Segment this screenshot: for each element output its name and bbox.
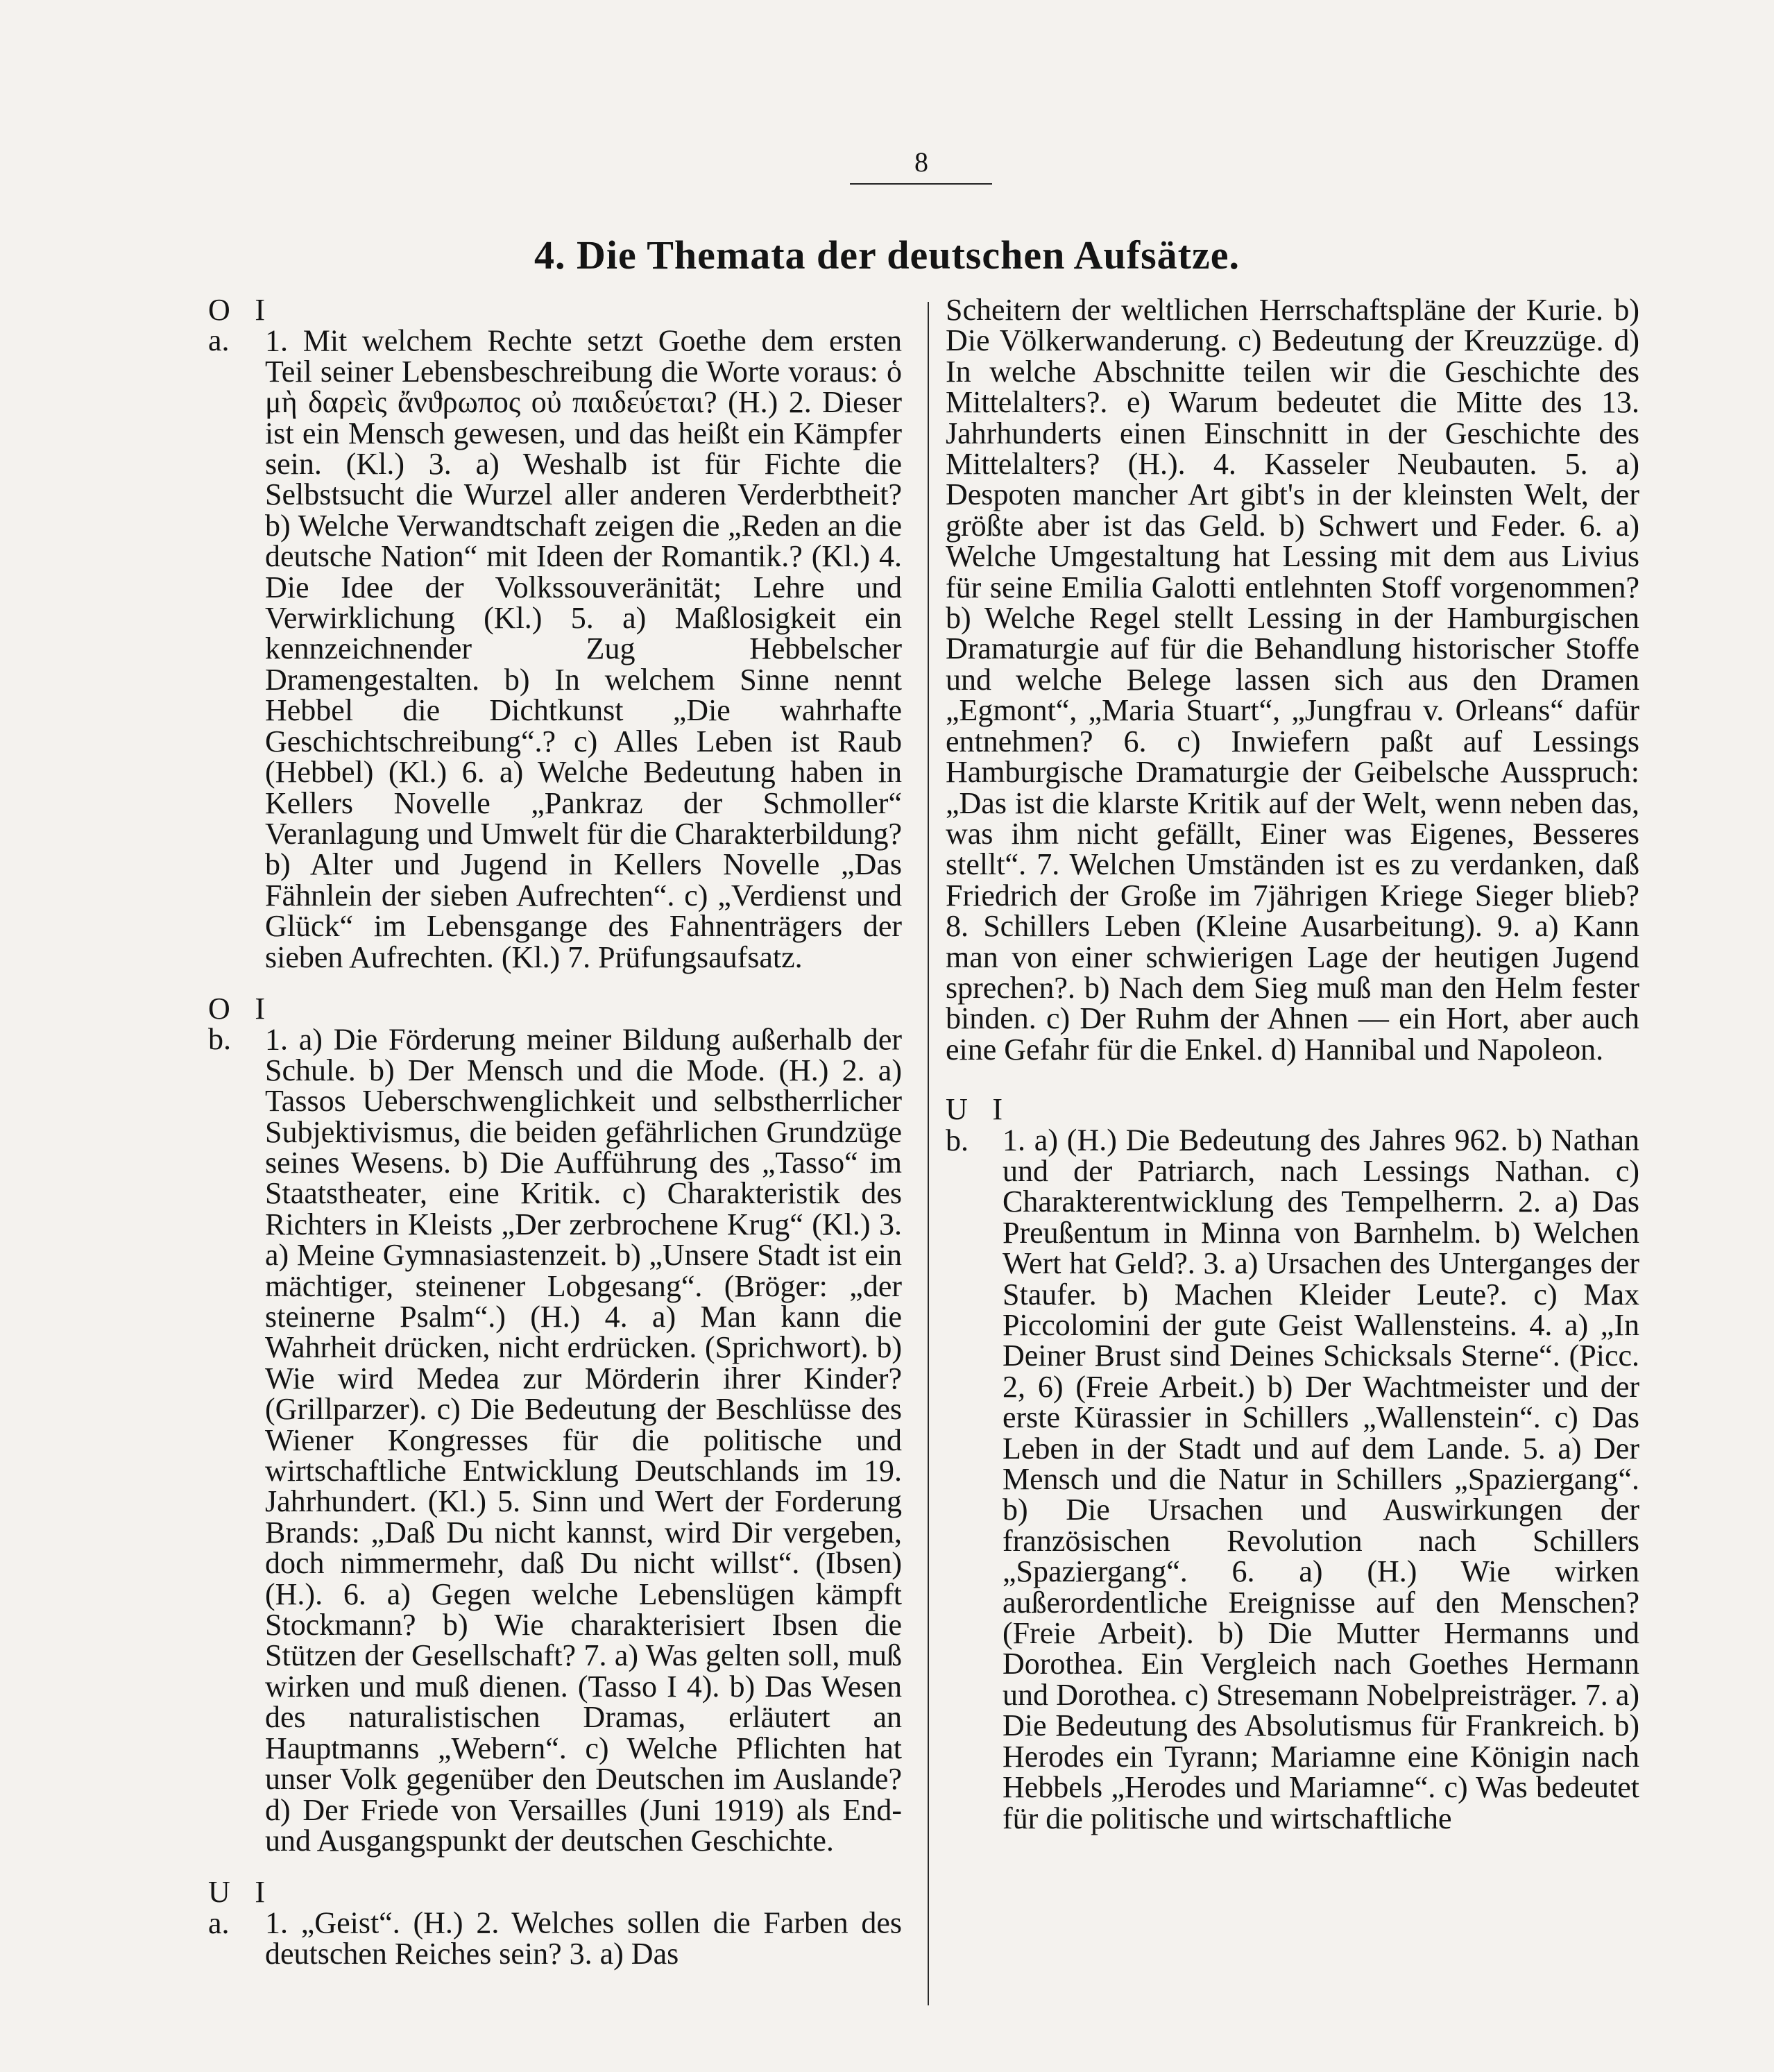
entry-text: 1. a) (H.) Die Bedeutung des Jahres 962. b) Nathan und der Patriarch, nach Lessings Nathan. c) Charakterentwicklung des Tempelherrn. 2. a) Das Preußentum in Minna von Barnhelm. b) Welchen Wert hat Geld?. 3. a) Ursachen des Unterganges der Staufer. b) Machen Kleider Leute?. c) Max Piccolomini der gute Geist Wallensteins. 4. a) „In Deiner Brust sind Deines Schicksals Sterne“. (Picc. 2, 6) (Freie Arbeit.) b) Der Wachtmeister und der erste Kürassier in Schillers „Wallenstein“. c) Das Leben in der Stadt und auf dem Lande. 5. a) Der Mensch und die Natur in Schillers „Spaziergang“. b) Die Ursachen und Auswirkungen der französischen Revolution nach Schillers „Spaziergang“. 6. a) (H.) Wie wirken außerordentliche Ereignisse auf den Menschen? (Freie Arbeit). b) Die Mutter Hermanns und Dorothea. Ein Vergleich nach Goethes Hermann und Dorothea. c) Stresemann Nobelpreisträger. 7. a) Die Bedeutung des Absolutismus für Frankreich. b) Herodes ein Tyrann; Mariamne eine Königin nach Hebbels „Herodes und Mariamne“. c) Was bedeutet für die politische und wirtschaftliche bbox=[1003, 1123, 1639, 1835]
entry-label: O I b. bbox=[208, 991, 265, 1057]
section-title: 4. Die Themata der deutschen Aufsätze. bbox=[534, 232, 1240, 278]
entry-label: U I b. bbox=[946, 1092, 1003, 1157]
entry-label: O I a. bbox=[208, 295, 265, 358]
entry-o-i-a bbox=[208, 295, 902, 973]
entry-u-i-b bbox=[946, 1094, 1639, 1834]
column-divider bbox=[928, 302, 929, 2005]
entry-u-i-a-continuation: Scheitern der weltlichen Herrschaftspläne der Kurie. b) Die Völkerwanderung. c) Bedeutung der Kreuzzüge. d) In welche Abschnitte teilen wir die Geschichte des Mittelalters?. e) Warum bedeutet die Mitte des 13. Jahrhunderts einen Einschnitt in der Geschichte des Mittelalters? (H.). 4. Kasseler Neubauten. 5. a) Despoten mancher Art gibt's in der kleinsten Welt, der größte aber ist das Geld. b) Schwert und Feder. 6. a) Welche Umgestaltung hat Lessing mit dem aus Livius für seine Emilia Galotti entlehnten Stoff vorgenommen? b) Welche Regel stellt Lessing in der Hamburgischen Dramaturgie auf für die Behandlung historischer Stoffe und welche Belege lassen sich aus den Dramen „Egmont“, „Maria Stuart“, „Jungfrau v. Orleans“ dafür entnehmen? 6. c) Inwiefern paßt auf Lessings Hamburgische Dramaturgie der Geibelsche Ausspruch: „Das ist die klarste Kritik auf der Welt, wenn neben das, was ihm nicht gefällt, Einer was Eigenes, Besseres stellt“. 7. Welchen Umständen ist es zu verdanken, daß Friedrich der Große im 7jährigen Kriege Sieger blieb? 8. Schillers Leben (Kleine Ausarbeitung). 9. a) Kann man von einer schwierigen Lage der heutigen Jugend sprechen?. b) Nach dem Sieg muß man den Helm fester binden. c) Der Ruhm der Ahnen — ein Hort, aber auch eine Gefahr für die Enkel. d) Hannibal und Napoleon. bbox=[946, 295, 1639, 1067]
entry-label: U I a. bbox=[208, 1875, 265, 1940]
page-number: 8 bbox=[914, 146, 928, 178]
page-number-rule bbox=[850, 183, 992, 185]
left-column bbox=[208, 295, 902, 2016]
entry-u-i-a bbox=[208, 1877, 902, 1969]
entry-o-i-b bbox=[208, 991, 902, 1858]
right-column bbox=[946, 295, 1639, 2016]
entry-text: 1. a) Die Förderung meiner Bildung außerhalb der Schule. b) Der Mensch und die Mode. (H.) 2. a) Tassos Ueberschwenglichkeit und selbstherrlicher Subjektivismus, die beiden gefährlichen Grundzüge seines Wesens. b) Die Aufführung des „Tasso“ im Staatstheater, eine Kritik. c) Charakteristik des Richters in Kleists „Der zerbrochene Krug“ (Kl.) 3. a) Meine Gymnasiastenzeit. b) „Unsere Stadt ist ein mächtiger, steinener Lobgesang“. (Bröger: „der steinerne Psalm“.) (H.) 4. a) Man kann die Wahrheit drücken, nicht erdrücken. (Sprichwort). b) Wie wird Medea zur Mörderin ihrer Kinder? (Grillparzer). c) Die Bedeutung der Beschlüsse des Wiener Kongresses für die politische und wirtschaftliche Entwicklung Deutschlands im 19. Jahrhundert. (Kl.) 5. Sinn und Wert der Forderung Brands: „Daß Du nicht kannst, wird Dir vergeben, doch nimmermehr, daß Du nicht willst“. (Ibsen) (H.). 6. a) Gegen welche Lebenslügen kämpft Stockmann? b) Wie charakterisiert Ibsen die Stützen der Gesellschaft? 7. a) Was gelten soll, muß wirken und muß dienen. (Tasso I 4). b) Das Wesen des naturalistischen Dramas, erläutert an Hauptmanns „Webern“. c) Welche Pflichten hat unser Volk gegenüber den Deutschen im Auslande? d) Der Friede von Versailles (Juni 1919) als End- und Ausgangspunkt der deutschen Geschichte. bbox=[265, 1022, 902, 1858]
entry-text: 1. „Geist“. (H.) 2. Welches sollen die Farben des deutschen Reiches sein? 3. a) Das bbox=[265, 1905, 902, 1971]
entry-text: 1. Mit welchem Rechte setzt Goethe dem ersten Teil seiner Lebensbeschreibung die Worte voraus: ὁ μὴ δαρεὶς ἄνϑρωπος οὐ παιδεύεται? (H.) 2. Dieser ist ein Mensch gewesen, und das heißt ein Kämpfer sein. (Kl.) 3. a) Weshalb ist für Fichte die Selbstsucht die Wurzel aller anderen Verderbtheit? b) Welche Verwandtschaft zeigen die „Reden an die deutsche Nation“ mit Ideen der Romantik.? (Kl.) 4. Die Idee der Volkssouveränität; Lehre und Verwirklichung (Kl.) 5. a) Maßlosigkeit ein kennzeichnender Zug Hebbelscher Dramengestalten. b) In welchem Sinne nennt Hebbel die Dichtkunst „Die wahrhafte Geschichtschreibung“.? c) Alles Leben ist Raub (Hebbel) (Kl.) 6. a) Welche Bedeutung haben in Kellers Novelle „Pankraz der Schmoller“ Veranlagung und Umwelt für die Charakterbildung? b) Alter und Jugend in Kellers Novelle „Das Fähnlein der sieben Aufrechten“. c) „Verdienst und Glück“ im Lebensgange des Fahnenträgers der sieben Aufrechten. (Kl.) 7. Prüfungsaufsatz. bbox=[265, 323, 902, 974]
